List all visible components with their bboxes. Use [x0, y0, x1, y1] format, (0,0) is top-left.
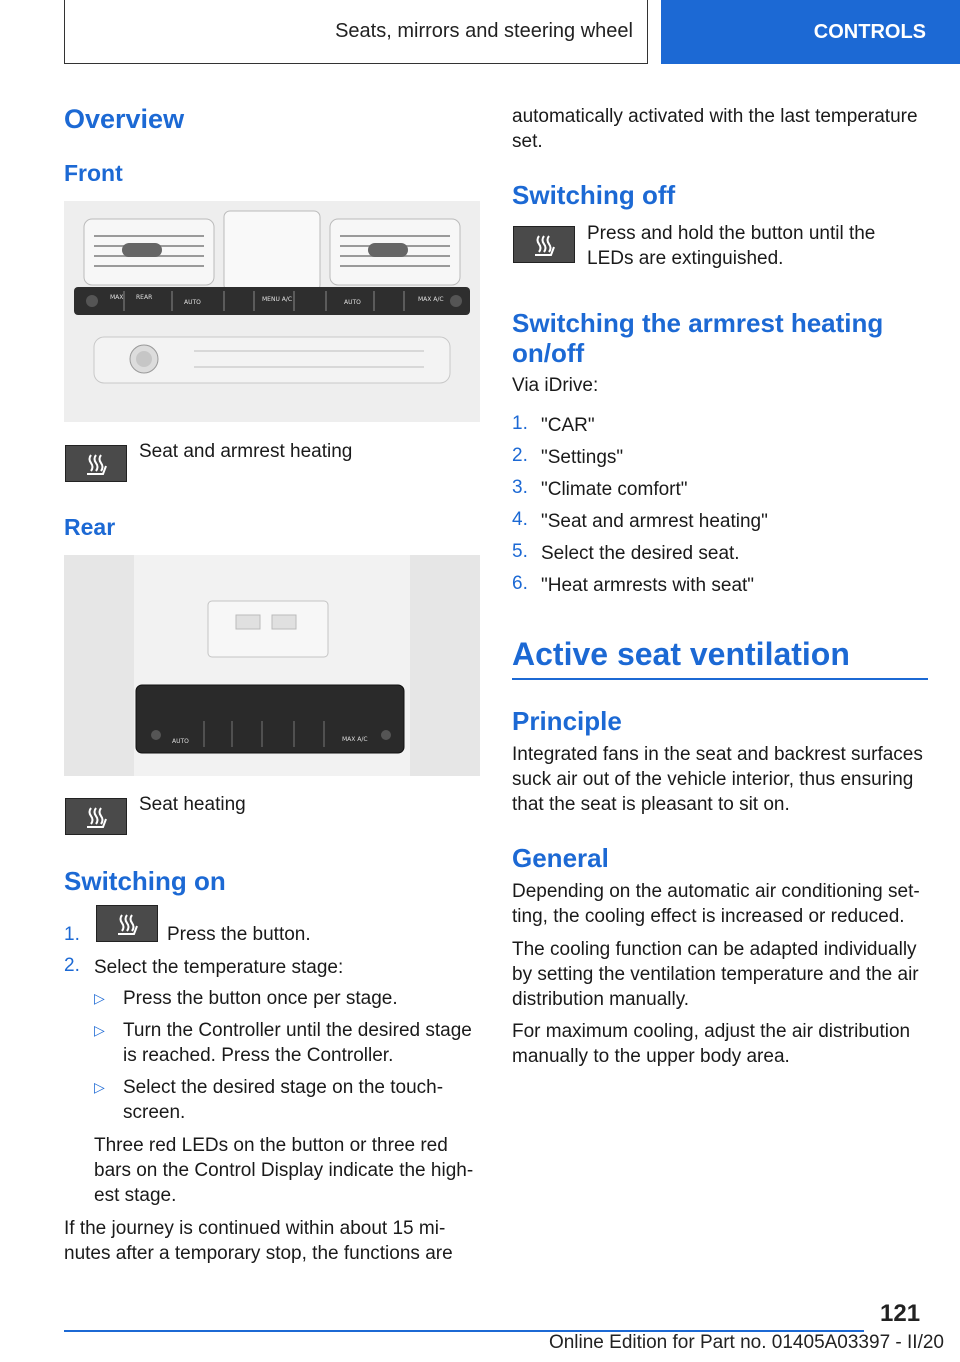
step-text: Press the button.: [167, 924, 311, 945]
bullet-triangle-icon: ▷: [94, 990, 105, 1006]
front-label-auto-right: AUTO: [344, 299, 361, 306]
substep-text: Turn the Controller until the desired stage: [123, 1020, 472, 1041]
heading-active-seat-ventilation: Active seat ventilation: [512, 636, 850, 672]
seat-heating-button-icon: [96, 905, 158, 942]
general-line: manually to the upper body area.: [512, 1046, 790, 1067]
idrive-num: 6.: [512, 573, 528, 594]
rear-label-auto: AUTO: [172, 738, 189, 745]
idrive-num: 3.: [512, 477, 528, 498]
led-note-line: Three red LEDs on the button or three red: [94, 1135, 448, 1156]
heading-armrest-line1: Switching the armrest heating: [512, 308, 884, 338]
general-line: For maximum cooling, adjust the air distribution: [512, 1021, 911, 1042]
step-number: 2.: [64, 955, 80, 976]
bullet-triangle-icon: ▷: [94, 1079, 105, 1095]
off-text-line: Press and hold the button until the: [587, 223, 876, 244]
seat-heating-rear-icon: [65, 798, 127, 835]
led-note-line: est stage.: [94, 1185, 177, 1206]
substep-text: screen.: [123, 1102, 186, 1123]
heading-overview: Overview: [64, 104, 185, 134]
heading-front: Front: [64, 160, 123, 186]
seat-heating-icon: [65, 445, 127, 482]
idrive-step: "CAR": [541, 415, 595, 436]
idrive-step: "Climate comfort": [541, 479, 688, 500]
heading-switching-off: Switching off: [512, 180, 676, 210]
general-line: Depending on the automatic air conditioning set-: [512, 881, 920, 902]
principle-line: suck air out of the vehicle interior, thus ensuring: [512, 769, 914, 790]
idrive-num: 5.: [512, 541, 528, 562]
step-text: Select the temperature stage:: [94, 957, 344, 978]
via-idrive: Via iDrive:: [512, 375, 599, 396]
section-title: Seats, mirrors and steering wheel: [335, 20, 633, 42]
off-text-line: LEDs are extinguished.: [587, 248, 784, 269]
front-caption: Seat and armrest heating: [139, 441, 353, 462]
idrive-num: 4.: [512, 509, 528, 530]
heading-rear: Rear: [64, 514, 116, 540]
rear-console-image: [64, 555, 480, 776]
continued-line: automatically activated with the last temperature: [512, 106, 918, 127]
running-header-section: [64, 0, 648, 64]
general-line: The cooling function can be adapted individually: [512, 939, 917, 960]
seat-heating-off-icon: [513, 226, 575, 263]
front-label-max: MAX: [110, 294, 124, 301]
rear-label-maxac: MAX A/C: [342, 736, 368, 743]
front-label-menu: MENU A/C: [262, 296, 293, 303]
step-number: 1.: [64, 924, 80, 945]
substep-text: Press the button once per stage.: [123, 988, 398, 1009]
front-label-rear: REAR: [136, 294, 153, 301]
front-console-image: [64, 201, 480, 422]
heading-switching-on: Switching on: [64, 866, 226, 896]
rear-console-illustration: [64, 555, 480, 776]
front-label-maxac: MAX A/C: [418, 296, 444, 303]
general-line: ting, the cooling effect is increased or reduced.: [512, 906, 905, 927]
substep-text: Select the desired stage on the touch-: [123, 1077, 444, 1098]
section-rule: [512, 678, 928, 680]
front-label-auto-left: AUTO: [184, 299, 201, 306]
idrive-num: 2.: [512, 445, 528, 466]
heading-general: General: [512, 843, 609, 873]
idrive-step: "Settings": [541, 447, 624, 468]
bullet-triangle-icon: ▷: [94, 1022, 105, 1038]
idrive-step: "Heat armrests with seat": [541, 575, 755, 596]
general-line: by setting the ventilation temperature and the air: [512, 964, 919, 985]
principle-line: Integrated fans in the seat and backrest surfaces: [512, 744, 923, 765]
rear-caption: Seat heating: [139, 794, 246, 815]
front-console-illustration: [64, 201, 480, 422]
substep-text: is reached. Press the Controller.: [123, 1045, 394, 1066]
journey-line: nutes after a temporary stop, the functions are: [64, 1243, 453, 1264]
idrive-step: "Seat and armrest heating": [541, 511, 768, 532]
running-header-chapter: [661, 0, 960, 64]
journey-line: If the journey is continued within about 15 mi-: [64, 1218, 446, 1239]
principle-line: that the seat is pleasant to sit on.: [512, 794, 790, 815]
chapter-title: CONTROLS: [813, 20, 926, 43]
general-line: distribution manually.: [512, 989, 690, 1010]
footer-edition: Online Edition for Part no. 01405A03397 - II/20: [548, 1332, 944, 1353]
idrive-step: Select the desired seat.: [541, 543, 740, 564]
continued-line: set.: [512, 131, 543, 152]
page-number: 121: [880, 1300, 921, 1327]
heading-armrest-line2: on/off: [512, 338, 585, 368]
led-note-line: bars on the Control Display indicate the high-: [94, 1160, 474, 1181]
idrive-num: 1.: [512, 413, 528, 434]
heading-principle: Principle: [512, 706, 622, 736]
